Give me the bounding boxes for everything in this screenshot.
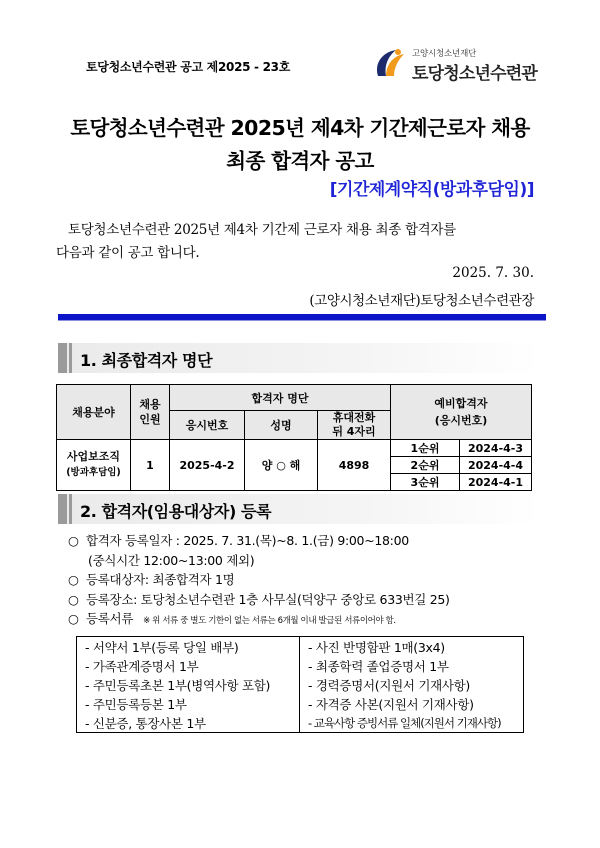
page-title-line1: 토당청소년수련관 2025년 제4차 기간제근로자 채용 <box>70 116 530 140</box>
td-name: 양 ○ 해 <box>245 440 318 491</box>
section1-title: 1. 최종합격자 명단 <box>80 351 213 370</box>
divider-bar-shadow <box>58 320 546 321</box>
issuer-name: (고양시청소년재단)토당청소년수련관장 <box>309 293 534 309</box>
intro-paragraph <box>56 219 536 265</box>
section1-heading <box>58 343 540 373</box>
doc-right: - 자격증 사본(지원서 기재사항) <box>300 694 524 713</box>
docs-label: 등록서류 <box>86 611 134 626</box>
bullet-icon: ○ <box>68 533 79 548</box>
final-passers-table <box>56 384 532 491</box>
doc-left: - 가족관계증명서 1부 <box>77 656 300 675</box>
reserve-no: 2024-4-1 <box>460 474 532 491</box>
list-item <box>68 551 548 571</box>
doc-right: - 사진 반명함판 1매(3x4) <box>300 637 524 657</box>
announcement-date: 2025. 7. 30. <box>452 265 534 281</box>
doc-left: - 신분증, 통장사본 1부 <box>77 713 300 733</box>
registration-info <box>68 531 548 632</box>
intro-line2: 다음과 같이 공고 합니다. <box>56 245 200 261</box>
section-marker <box>58 343 67 373</box>
lunch-note: (중식시간 12:00~13:00 제외) <box>88 552 255 568</box>
doc-left: - 주민등록초본 1부(병역사항 포함) <box>77 675 300 694</box>
logo-foundation-name: 고양시청소년재단 <box>412 49 477 59</box>
reserve-no: 2024-4-3 <box>460 440 532 457</box>
td-field <box>57 440 131 491</box>
section-marker-thin <box>69 494 72 524</box>
section2-heading <box>58 494 540 524</box>
th-exam-no: 응시번호 <box>170 411 245 440</box>
list-item <box>68 570 548 590</box>
doc-left: - 주민등록등본 1부 <box>77 694 300 713</box>
td-exam-no: 2025-4-2 <box>170 440 245 491</box>
bullet-icon: ○ <box>68 572 79 587</box>
doc-right: - 최종학력 졸업증명서 1부 <box>300 656 524 675</box>
doc-right: - 경력증명서(지원서 기재사항) <box>300 675 524 694</box>
section-marker-thin <box>69 343 72 373</box>
list-item <box>68 531 548 551</box>
reserve-rank: 2순위 <box>391 457 460 474</box>
notice-number: 토당청소년수련관 공고 제2025 - 23호 <box>86 60 290 74</box>
registration-period: 합격자 등록일자 : 2025. 7. 31.(목)~8. 1.(금) 9:00~18:00 <box>86 533 409 548</box>
doc-left: - 서약서 1부(등록 당일 배부) <box>77 637 300 657</box>
th-name: 성명 <box>245 411 318 440</box>
section-marker <box>58 494 67 524</box>
logo-emblem-icon <box>372 46 410 82</box>
th-passers: 합격자 명단 <box>170 385 391 411</box>
registration-place: 등록장소: 토당청소년수련관 1층 사무실(덕양구 중앙로 633번길 25) <box>86 591 450 607</box>
organization-logo <box>372 44 542 84</box>
page-title-line2: 최종 합격자 공고 <box>226 149 374 173</box>
field-main: 사업보조직 <box>66 450 121 463</box>
reserve-no: 2024-4-4 <box>460 457 532 474</box>
reserve-rank: 3순위 <box>391 474 460 491</box>
th-field: 채용분야 <box>57 385 131 440</box>
list-item <box>68 590 548 610</box>
th-reserve: 예비합격자 (응시번호) <box>391 385 532 440</box>
docs-note: ※ 위 서류 중 별도 기한이 없는 서류는 6개월 이내 발급된 서류이어야 함. <box>143 616 396 626</box>
doc-right: - 교육사항 증빙서류 일체(지원서 기재사항) <box>300 713 524 733</box>
required-documents-table <box>76 636 524 733</box>
th-count: 채용 인원 <box>131 385 170 440</box>
registration-target: 등록대상자: 최종합격자 1명 <box>86 572 235 587</box>
bullet-icon: ○ <box>68 591 79 607</box>
job-category-subtitle: [기간제계약직(방과후담임)] <box>329 180 534 200</box>
section2-title: 2. 합격자(임용대상자) 등록 <box>80 502 272 521</box>
bullet-icon: ○ <box>68 611 79 626</box>
td-phone: 4898 <box>318 440 391 491</box>
field-sub: (방과후담임) <box>66 467 121 478</box>
logo-center-name: 토당청소년수련관 <box>412 64 537 84</box>
th-phone: 휴대전화 뒤 4자리 <box>318 411 391 440</box>
reserve-rank: 1순위 <box>391 440 460 457</box>
intro-line1: 토당청소년수련관 2025년 제4차 기간제 근로자 채용 최종 합격자를 <box>68 222 456 238</box>
list-item <box>68 609 548 632</box>
td-count: 1 <box>131 440 170 491</box>
